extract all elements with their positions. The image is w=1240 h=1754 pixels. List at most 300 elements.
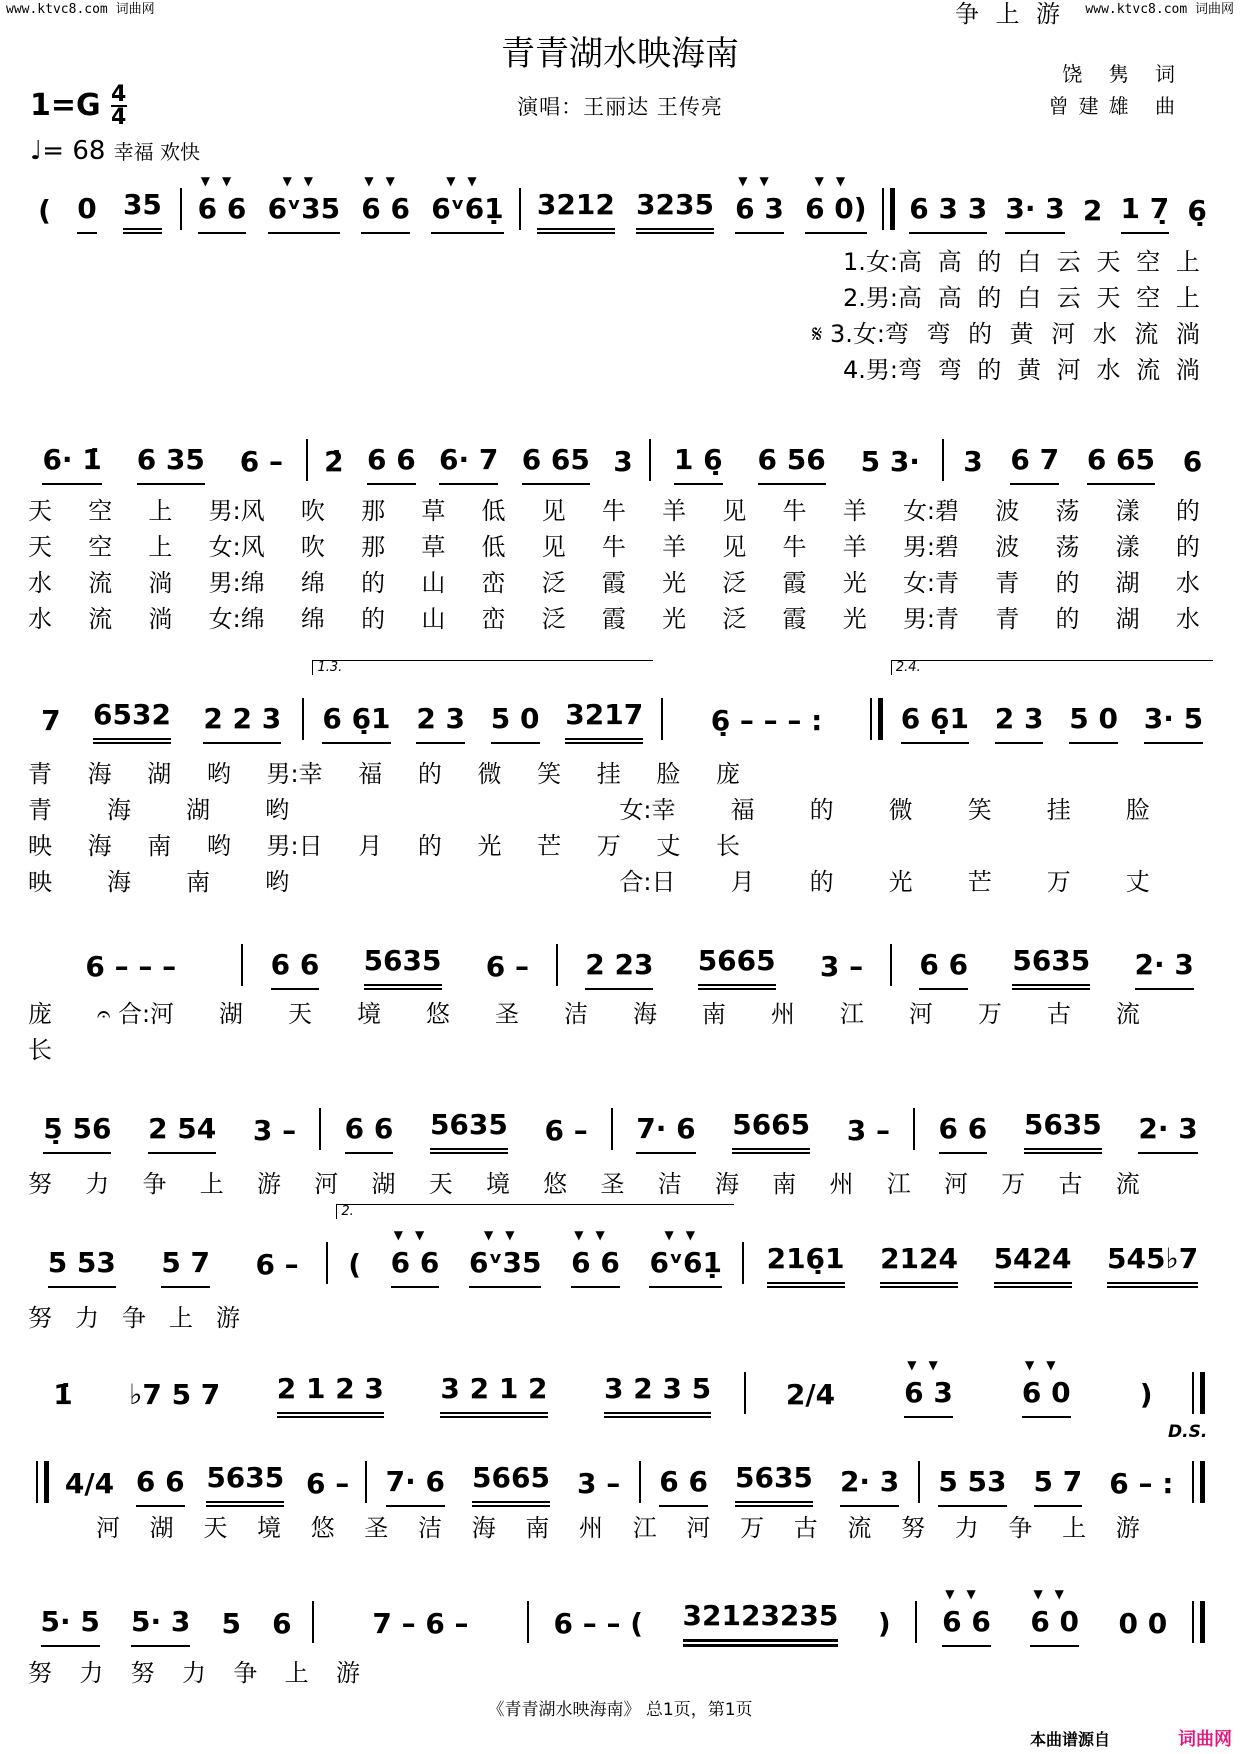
notes: 6 6	[361, 192, 410, 225]
lyric-line	[28, 832, 740, 860]
note-group	[1135, 950, 1194, 990]
notes: 3 –	[819, 950, 864, 983]
notes: 5665	[472, 1461, 550, 1494]
barline	[742, 1242, 744, 1284]
notes: 2 3	[994, 702, 1044, 735]
notes: )	[1139, 1378, 1153, 1411]
notes: 3212	[536, 188, 615, 221]
measure	[566, 940, 882, 990]
volta-bracket: 2.4.	[891, 660, 1213, 675]
notes: 0	[77, 192, 97, 225]
notes: 6 – :	[1109, 1467, 1174, 1500]
lyric-syllable: 万	[740, 1514, 765, 1542]
lyric-syllable: 羊	[662, 533, 687, 561]
note-group	[364, 946, 442, 990]
lyric-syllable: 云	[1056, 284, 1081, 312]
lyric-syllable: 境	[257, 1514, 282, 1542]
lyric-syllable: 芒	[537, 832, 562, 860]
lyric-syllable: 河	[1051, 320, 1076, 348]
note-group	[674, 445, 723, 485]
note-group	[1012, 946, 1090, 990]
lyric-syllable: 力	[954, 1514, 979, 1542]
staccato-mark: ▼▼	[574, 1228, 617, 1242]
staccato-mark: ▼▼	[364, 174, 407, 188]
notes: 2	[1082, 194, 1103, 227]
measure	[375, 1457, 631, 1507]
note-group	[361, 174, 410, 234]
lyric-syllable: 力	[75, 1304, 99, 1332]
note-group	[348, 1250, 361, 1288]
lyric-syllable: 的	[809, 796, 834, 824]
note-group	[1024, 1110, 1102, 1154]
notes: 5 0	[490, 702, 540, 735]
note-group	[306, 1469, 349, 1507]
measure	[754, 1358, 1184, 1418]
note-group	[136, 1467, 185, 1507]
note-group	[880, 1244, 958, 1288]
volta-bracket: 2.	[336, 1204, 733, 1219]
notes: 7· 6	[636, 1112, 696, 1145]
staccato-mark: ▼▼	[393, 1228, 437, 1242]
notes: 6 56	[757, 443, 826, 476]
lyric-syllable: 见	[722, 497, 747, 525]
notes: 5 0	[1069, 702, 1118, 735]
note-group	[919, 950, 968, 990]
lyric-syllable: 的	[417, 832, 442, 860]
lyric-syllable: 羊	[662, 497, 687, 525]
lyric-syllable: 白	[1017, 284, 1042, 312]
note-group	[636, 1114, 695, 1154]
notes: 6 6̣1	[900, 702, 969, 735]
note-group	[1109, 1469, 1173, 1507]
lyric-syllable: 游	[335, 1659, 360, 1687]
notes: 2· 3	[1138, 1112, 1198, 1145]
note-group	[995, 704, 1044, 744]
notes: 6 – – –	[85, 950, 177, 983]
lyric-syllable: 流	[1134, 320, 1159, 348]
lyric-line	[28, 497, 1200, 525]
note-group	[390, 1228, 440, 1288]
note-group	[786, 1380, 835, 1418]
note-group	[41, 706, 60, 744]
measure	[28, 1597, 304, 1647]
lyric-syllable: 福	[730, 796, 755, 824]
notes: 6 –	[544, 1114, 588, 1147]
lyric-syllable: 天	[28, 497, 52, 525]
lyric-syllable: 丈	[1125, 868, 1150, 896]
barline	[744, 1372, 746, 1414]
lyric-syllable: 湖	[186, 796, 211, 824]
notes: 2/4	[785, 1378, 836, 1411]
lyric-syllable: 努	[28, 1659, 52, 1687]
note-group	[938, 1467, 1006, 1507]
lyric-syllable: 见	[722, 533, 747, 561]
barline	[365, 1461, 367, 1503]
staccato-mark: ▼▼	[907, 1358, 950, 1372]
note-group	[123, 190, 162, 234]
lyric-syllable: 湖	[147, 760, 172, 788]
notes: 2 54	[148, 1112, 217, 1145]
lyric-syllable: 霞	[782, 605, 807, 633]
note-group	[469, 1228, 542, 1288]
lyric-syllable: 映	[28, 868, 52, 896]
lyric-syllable: 上	[1062, 1514, 1087, 1542]
note-group	[486, 952, 529, 990]
staccato-mark: ▼▼	[1025, 1358, 1068, 1372]
lyric-syllable: 泛	[541, 605, 566, 633]
lyric-syllable: 的	[977, 248, 1002, 276]
lyric-syllable: 女:幸	[619, 796, 676, 824]
lyric-syllable: 光	[888, 868, 913, 896]
note-group	[206, 1463, 284, 1507]
double-barline	[870, 698, 883, 740]
staccato-mark: ▼▼	[200, 174, 244, 188]
lyric-syllable: 上	[148, 497, 173, 525]
lyric-syllable: 河	[1056, 356, 1081, 384]
notes: 3 2 1 2	[440, 1372, 548, 1405]
notes: 6 –	[239, 445, 284, 478]
lyric-syllable: 弯	[926, 320, 951, 348]
lyric-line	[28, 569, 1200, 597]
lyric-syllable: 万	[1001, 1170, 1026, 1198]
notes: 6 6	[270, 948, 320, 981]
notes: 6 6	[390, 1246, 440, 1279]
lyric-syllable: 微	[888, 796, 913, 824]
note-group	[372, 1609, 468, 1647]
lyric-syllable: 牛	[782, 497, 807, 525]
measure	[28, 435, 298, 485]
notes: 5665	[697, 944, 776, 977]
lyric-syllable: 州	[770, 1000, 795, 1028]
lyric-line	[28, 868, 1150, 896]
notes: 6 0)	[805, 192, 867, 225]
measure	[57, 1457, 357, 1507]
lyric-line	[96, 1514, 1140, 1542]
lyric-syllable: 吹	[300, 533, 325, 561]
lyric-syllable: 吹	[300, 497, 325, 525]
lyric-syllable: 笑	[967, 796, 992, 824]
lyric-syllable: 𝄐 合:河	[96, 1000, 175, 1028]
lyric-line	[28, 605, 1200, 633]
lyric-syllable: 白	[1017, 248, 1042, 276]
lyric-syllable: 的	[361, 569, 386, 597]
lyric-syllable: 那	[361, 497, 386, 525]
lyric-syllable: 的	[1055, 605, 1080, 633]
measure	[316, 435, 642, 485]
lyric-syllable: 天	[288, 1000, 313, 1028]
lyric-syllable: 脸	[1125, 796, 1150, 824]
lyric-syllable: 水	[1175, 569, 1200, 597]
lyric-syllable: 南	[525, 1514, 550, 1542]
lyric-syllable: 高	[937, 248, 962, 276]
note-group	[65, 1469, 114, 1507]
note-group	[1010, 445, 1059, 485]
note-group	[1140, 1380, 1153, 1418]
notes: 5635	[206, 1461, 285, 1494]
notes: 6 3 3	[909, 192, 988, 225]
lyric-syllable: 合:日	[619, 868, 676, 896]
note-group	[735, 174, 784, 234]
lyric-syllable: 长	[28, 1036, 52, 1064]
key-label: 1=G	[30, 88, 101, 123]
staccato-mark: ▼▼	[484, 1228, 527, 1242]
lyric-syllable: 洁	[563, 1000, 588, 1028]
lyric-syllable: 流	[1136, 356, 1161, 384]
note-group	[43, 1114, 111, 1154]
note-group	[522, 445, 590, 485]
staff-system	[28, 660, 1213, 744]
notes: 35	[122, 188, 162, 221]
notes: 3· 5	[1143, 702, 1204, 735]
time-top: 4	[110, 82, 127, 107]
time-bottom: 4	[110, 105, 127, 130]
lyric-syllable: 上	[199, 1170, 224, 1198]
lyric-syllable: 庞	[28, 1000, 52, 1028]
note-group	[1144, 704, 1203, 744]
lyric-syllable: 女:碧	[902, 497, 960, 525]
lyric-syllable: 月	[358, 832, 383, 860]
lyric-line	[843, 284, 1200, 312]
notes: 6 0	[1030, 1605, 1080, 1638]
lyric-syllable: 男:幸	[266, 760, 323, 788]
key-signature	[30, 84, 127, 128]
measure	[925, 1587, 1184, 1647]
notes: 6 35	[136, 443, 205, 476]
note-group	[272, 1609, 291, 1647]
notes: 6̣	[1187, 194, 1207, 227]
time-signature	[111, 84, 127, 128]
note-group	[659, 1467, 708, 1507]
lyric-syllable: 努	[28, 1170, 52, 1198]
note-group	[41, 1607, 100, 1647]
notes: 5· 5	[40, 1605, 100, 1638]
lyric-line	[28, 760, 740, 788]
dal-segno: D.S.	[1168, 1422, 1208, 1442]
lyric-syllable: 游	[1115, 1514, 1140, 1542]
lyric-syllable: 海	[715, 1170, 739, 1198]
note-group	[1107, 1244, 1198, 1288]
lyric-syllable: 映	[28, 832, 52, 860]
lyric-syllable: 万	[1046, 868, 1071, 896]
lyric-syllable: 的	[977, 284, 1002, 312]
measure	[903, 184, 1213, 234]
notes: 6ᵛ61̣	[431, 192, 504, 225]
lyric-syllable: 荡	[1055, 497, 1080, 525]
staff-system	[28, 1457, 1213, 1507]
repeat-barline	[882, 188, 895, 230]
note-group	[472, 1463, 550, 1507]
double-barline	[1192, 1601, 1205, 1643]
lyric-syllable: 的	[361, 605, 386, 633]
lyric-syllable: 的	[968, 320, 993, 348]
lyric-syllable: 光	[662, 605, 687, 633]
lyric-syllable: 云	[1056, 248, 1081, 276]
notes: 216̣1	[766, 1242, 845, 1275]
lyric-syllable: 哟	[265, 868, 290, 896]
notes: 6 – – (	[553, 1607, 644, 1640]
lyric-syllable: 争	[142, 1170, 167, 1198]
barline	[915, 1601, 917, 1643]
notes: 5 53	[47, 1246, 116, 1279]
lyric-syllable: 泛	[722, 605, 747, 633]
staff-system	[28, 1104, 1213, 1154]
note-group	[758, 445, 826, 485]
note-group	[994, 1244, 1072, 1288]
lyric-syllable: 芒	[967, 868, 992, 896]
lyric-syllable: 州	[829, 1170, 854, 1198]
barline	[241, 944, 243, 986]
lyric-syllable: 游	[257, 1170, 281, 1198]
lyric-syllable: 南	[147, 832, 172, 860]
lyric-syllable: 空	[1136, 284, 1161, 312]
notes: 6 –	[485, 950, 529, 983]
lyric-syllable: 月	[730, 868, 755, 896]
lyric-syllable: 流	[88, 569, 113, 597]
lyric-syllable: 天	[428, 1170, 453, 1198]
source-label: 本曲谱源自	[1030, 1730, 1111, 1749]
lyric-syllable: 牛	[601, 497, 626, 525]
lyric-syllable: 淌	[148, 605, 173, 633]
note-group	[554, 1609, 644, 1647]
barline	[527, 1601, 529, 1643]
lyric-syllable: 游	[1036, 0, 1060, 28]
note-group	[805, 174, 867, 234]
lyric-syllable: 哟	[265, 796, 290, 824]
lyric-syllable: 牛	[601, 533, 626, 561]
lyric-syllable: 庞	[715, 760, 740, 788]
lyric-syllable: 长	[715, 832, 740, 860]
notes: 6 6	[344, 1112, 394, 1145]
composer: 曾建雄 曲	[1048, 94, 1185, 118]
lyric-syllable: 波	[995, 497, 1020, 525]
measure	[28, 694, 294, 744]
note-group	[820, 952, 863, 990]
notes: 6 –	[255, 1248, 299, 1281]
lyric-syllable: 草	[421, 497, 446, 525]
note-group	[439, 445, 498, 485]
note-group	[963, 447, 982, 485]
notes: 6	[1182, 445, 1203, 478]
lyric-syllable: 男:碧	[902, 533, 960, 561]
lyric-syllable: 海	[471, 1514, 496, 1542]
note-group	[732, 1110, 810, 1154]
lyric-syllable: 空	[88, 533, 113, 561]
lyric-line	[28, 533, 1200, 561]
lyric-syllable: 上	[1175, 284, 1200, 312]
lyric-syllable: 高	[937, 284, 962, 312]
lyric-syllable: 上	[284, 1659, 309, 1687]
note-group	[1069, 704, 1118, 744]
note-group	[537, 190, 615, 234]
barline	[319, 1108, 321, 1150]
lyric-syllable: 羊	[842, 533, 867, 561]
note-group	[585, 950, 653, 990]
lyric-syllable: 力	[79, 1659, 104, 1687]
lyric-syllable: 的	[809, 868, 834, 896]
notes: 3235	[636, 188, 714, 221]
notes: 6· 1̇	[42, 443, 102, 476]
lyric-syllable: 天	[28, 533, 52, 561]
song-title: 青青湖水映海南	[501, 34, 739, 74]
notes: 6 3	[904, 1376, 953, 1409]
lyric-syllable: 海	[632, 1000, 657, 1028]
notes: 6 6	[919, 948, 969, 981]
notes: 3	[613, 445, 633, 478]
barline	[913, 1108, 915, 1150]
note-group	[577, 1469, 620, 1507]
notes: 5635	[734, 1461, 813, 1494]
lyric-syllable: 女:青	[902, 569, 960, 597]
tempo-value: ♩= 68	[30, 136, 106, 166]
note-group	[1005, 194, 1064, 234]
lyric-syllable: 河	[908, 1000, 933, 1028]
lyric-syllable: 江	[886, 1170, 911, 1198]
lyric-syllable: 争	[233, 1659, 258, 1687]
note-group	[565, 700, 643, 744]
staccato-mark: ▼▼	[446, 174, 489, 188]
note-group	[322, 704, 390, 744]
lyric-syllable: 见	[541, 533, 566, 561]
notes: )	[877, 1607, 891, 1640]
barline	[639, 1461, 641, 1503]
lyric-syllable: 峦	[481, 605, 506, 633]
staff-system	[28, 1587, 1213, 1647]
note-group	[904, 1358, 953, 1418]
lyric-syllable: 的	[1175, 497, 1200, 525]
staccato-mark: ▼▼	[738, 174, 781, 188]
lyric-syllable: 青	[995, 569, 1020, 597]
lyric-syllable: 女:绵	[208, 605, 265, 633]
lyric-syllable: 江	[632, 1514, 657, 1542]
lyric-syllable: 河	[686, 1514, 711, 1542]
note-group	[840, 1467, 899, 1507]
lyric-syllable: 空	[88, 497, 113, 525]
notes: 7 – 6 –	[372, 1607, 469, 1640]
notes: 6 6̣1	[322, 702, 391, 735]
notes: 5	[221, 1607, 241, 1640]
notes: 6̣ – – – :	[710, 704, 823, 737]
lyric-syllable: 力	[85, 1170, 110, 1198]
lyric-syllable: 海	[107, 796, 132, 824]
staccato-mark: ▼▼	[1033, 1587, 1076, 1601]
note-group	[161, 1248, 210, 1288]
note-group	[430, 1110, 508, 1154]
lyric-syllable: 天	[1096, 248, 1121, 276]
staccato-mark: ▼▼	[814, 174, 858, 188]
measure	[28, 940, 233, 990]
note-group	[324, 447, 343, 485]
lyric-syllable: 圣	[600, 1170, 625, 1198]
lyric-syllable: 境	[486, 1170, 510, 1198]
note-group	[1083, 196, 1102, 234]
note-group	[683, 1601, 839, 1647]
lyric-syllable: 万	[977, 1000, 1002, 1028]
note-group	[131, 1607, 190, 1647]
lyric-syllable: 青	[995, 605, 1020, 633]
lyric-syllable: 上	[995, 0, 1020, 28]
staff-system	[28, 940, 1213, 990]
measure	[190, 174, 511, 234]
notes: 6	[272, 1607, 292, 1640]
lyric-line	[843, 356, 1200, 384]
lyric-syllable: 争	[122, 1304, 146, 1332]
lyric-syllable: 的	[1175, 533, 1200, 561]
lyric-syllable: 漾	[1115, 497, 1140, 525]
lyric-syllable: 光	[477, 832, 502, 860]
notes: 5635	[1023, 1108, 1102, 1141]
lyric-syllable: 丈	[656, 832, 681, 860]
lyric-syllable: 羊	[842, 497, 867, 525]
